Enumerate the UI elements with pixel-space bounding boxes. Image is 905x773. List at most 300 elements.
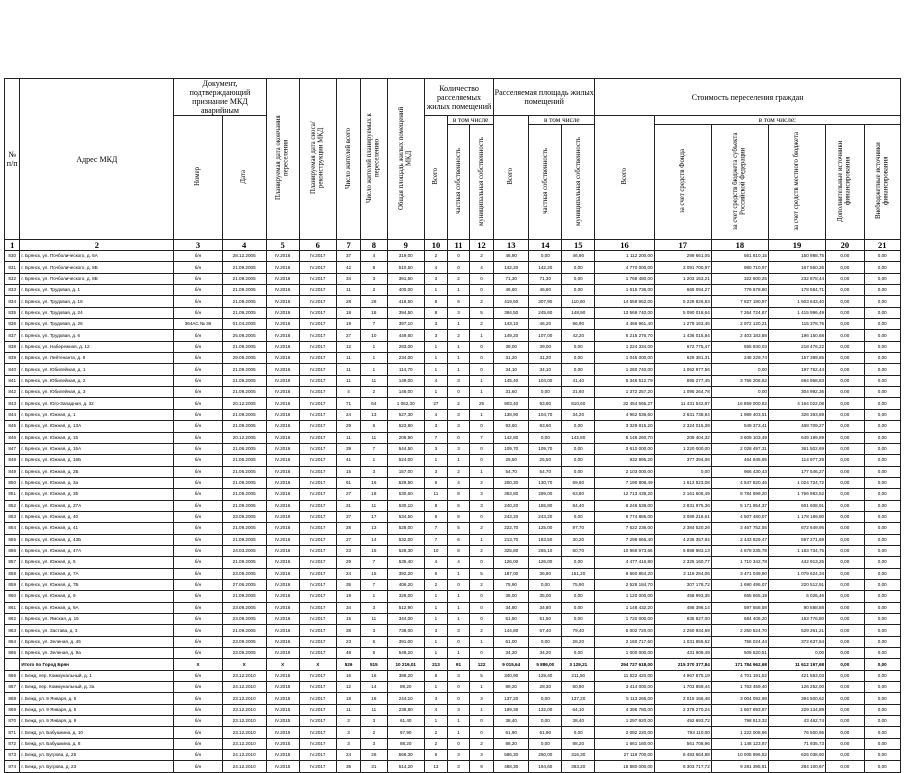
cell-area-all: 89,20 — [494, 682, 529, 693]
cell-cost-local: 372 637,64 — [768, 636, 825, 647]
cell-cost-all: 294 727 618,00 — [595, 659, 654, 670]
cell-pp: 858 — [5, 568, 20, 579]
cell-cost-additional: 0,00 — [826, 727, 864, 738]
col-doc-number: Номер — [174, 116, 222, 240]
cell-residents-planned: 31 — [361, 761, 387, 772]
cell-count-private: 3 — [447, 704, 469, 715]
cell-residents-planned: 515 — [361, 659, 387, 670]
cell-plan-end: IV.2016 — [266, 364, 299, 375]
cell-area-total: 391,50 — [387, 273, 424, 284]
cell-cost-additional: 0,00 — [826, 421, 864, 432]
cell-cost-all: 1 720 000,00 — [595, 614, 654, 625]
cell-plan-end: IV.2015 — [266, 682, 299, 693]
cell-area-total: 534,50 — [387, 511, 424, 522]
cell-cost-local: 601 608,91 — [768, 500, 825, 511]
cell-count-private: 3 — [447, 307, 469, 318]
cell-count-all: 1 — [424, 614, 447, 625]
cell-pp: 860 — [5, 591, 20, 602]
cell-area-private: 31,20 — [529, 353, 562, 364]
cell-cost-extrabudget: 0,00 — [864, 466, 900, 477]
cell-cost-all: 10 966 973,66 — [595, 545, 654, 556]
column-number: 14 — [529, 240, 562, 251]
cell-count-private: 1 — [447, 716, 469, 727]
cell-cost-regional: 655 665,19 — [711, 591, 768, 602]
cell-address: г. Брянск, ул. Лейтенанта, д. 8 — [20, 353, 174, 364]
cell-count-municipal: 5 — [469, 568, 493, 579]
cell-plan-demolition: IV.2017 — [299, 409, 336, 420]
cell-count-municipal: 0 — [469, 285, 493, 296]
cell-cost-regional: 4 507 480,07 — [711, 511, 768, 522]
cell-count-all: 3 — [424, 625, 447, 636]
cell-area-municipal: 60,90 — [562, 682, 595, 693]
cell-area-private: 39,00 — [529, 341, 562, 352]
cell-cost-additional: 0,00 — [826, 738, 864, 749]
cell-area-municipal: 0,00 — [562, 648, 595, 659]
cell-doc-number: б/н — [174, 262, 222, 273]
cell-count-municipal: 5 — [469, 307, 493, 318]
cell-pp: 856 — [5, 545, 20, 556]
cell-area-municipal: 0,00 — [562, 557, 595, 568]
cell-cost-fund: 561 708,96 — [654, 738, 711, 749]
cell-count-private: 6 — [447, 296, 469, 307]
cell-doc-date: 23.09.2005 — [222, 614, 266, 625]
cell-plan-end: IV.2016 — [266, 443, 299, 454]
cell-area-private: 107,00 — [529, 330, 562, 341]
cell-residents-total: 27 — [336, 534, 360, 545]
cell-area-total: 244,10 — [387, 693, 424, 704]
col-count-municipal: муниципальная собственность — [469, 125, 493, 240]
cell-area-all: 54,70 — [494, 466, 529, 477]
cell-area-total: 319,00 — [387, 251, 424, 262]
cell-area-all: 25,50 — [494, 455, 529, 466]
cell-cost-local: 326 393,89 — [768, 409, 825, 420]
cell-residents-planned: 8 — [361, 262, 387, 273]
cell-cost-local: 649 199,89 — [768, 432, 825, 443]
cell-cost-extrabudget: 0,00 — [864, 477, 900, 488]
cell-plan-end: IV.2016 — [266, 500, 299, 511]
cell-cost-additional: 0,00 — [826, 682, 864, 693]
col-count-incl: в том числе — [447, 116, 493, 125]
cell-residents-total: 526 — [336, 659, 360, 670]
col-cost-local: за счет средств местного бюджета — [768, 125, 825, 240]
table-row — [5, 636, 901, 647]
cell-cost-extrabudget: 0,00 — [864, 443, 900, 454]
cell-cost-regional: 16 859 000,82 — [711, 398, 768, 409]
cell-cost-local: 197 762,44 — [768, 364, 825, 375]
cell-address: г. Брянск, ул. Южная, д. 1 — [20, 409, 174, 420]
cell-plan-demolition: IV.2017 — [299, 421, 336, 432]
cell-doc-number: б/н — [174, 285, 222, 296]
cell-count-private: 3 — [447, 670, 469, 681]
cell-doc-number: б/н — [174, 727, 222, 738]
col-pp: № п/п — [5, 79, 20, 240]
cell-cost-regional: 561 810,15 — [711, 251, 768, 262]
cell-area-total: 530,60 — [387, 489, 424, 500]
table-row — [5, 682, 901, 693]
cell-cost-regional: 1 690 495,07 — [711, 579, 768, 590]
table-row — [5, 443, 901, 454]
cell-address: г. Брянск, ул. Юбилейная, д. 2 — [20, 375, 174, 386]
cell-cost-regional: 4 701 191,52 — [711, 670, 768, 681]
cell-count-municipal: 9 — [469, 761, 493, 772]
cell-count-private: 2 — [447, 273, 469, 284]
cell-area-municipal: 60,70 — [562, 545, 595, 556]
cell-doc-date: 21.09.2005 — [222, 409, 266, 420]
cell-address: г. Брянск, ул. Южная, д. 3а — [20, 477, 174, 488]
cell-pp: 839 — [5, 353, 20, 364]
cell-residents-total: 48 — [336, 648, 360, 659]
cell-cost-extrabudget: 0,00 — [864, 319, 900, 330]
cell-pp: 873 — [5, 750, 20, 761]
cell-cost-local: 43 462,74 — [768, 716, 825, 727]
cell-cost-local: 115 378,76 — [768, 319, 825, 330]
cell-address: г. Брянск, ул. Южная, д. 5 — [20, 557, 174, 568]
cell-doc-number: б/н — [174, 511, 222, 522]
cell-area-private: 54,70 — [529, 466, 562, 477]
cell-cost-local: 1 178 189,80 — [768, 511, 825, 522]
cell-cost-regional: 966 430,43 — [711, 466, 768, 477]
col-area-group: Расселяемая площадь жилых помещений — [494, 79, 595, 116]
cell-area-private: 307,90 — [529, 296, 562, 307]
cell-area-private: 0,00 — [529, 251, 562, 262]
cell-address: г. Брянск, ул. Трудовая, д. 24 — [20, 307, 174, 318]
cell-cost-extrabudget: 0,00 — [864, 251, 900, 262]
cell-cost-extrabudget: 0,00 — [864, 330, 900, 341]
cell-plan-end: IV.2016 — [266, 273, 299, 284]
cell-residents-total: 3 — [336, 716, 360, 727]
cell-area-private: 0,00 — [529, 432, 562, 443]
cell-cost-fund: 2 015 166,48 — [654, 693, 711, 704]
cell-cost-additional: 0,00 — [826, 750, 864, 761]
cell-count-private: 0 — [447, 636, 469, 647]
cell-plan-demolition: IV.2017 — [299, 296, 336, 307]
cell-count-all: 1 — [424, 341, 447, 352]
table-row — [5, 523, 901, 534]
cell-cost-regional: 4 678 235,78 — [711, 545, 768, 556]
cell-area-total: 524,00 — [387, 455, 424, 466]
cell-count-private: 1 — [447, 285, 469, 296]
table-row — [5, 432, 901, 443]
cell-residents-total: 41 — [336, 455, 360, 466]
cell-area-all: 46,90 — [494, 251, 529, 262]
column-number: 18 — [711, 240, 768, 251]
table-row — [5, 262, 901, 273]
cell-residents-planned: 11 — [361, 704, 387, 715]
cell-cost-regional: 5 171 954,37 — [711, 500, 768, 511]
cell-area-private: 93,80 — [529, 398, 562, 409]
table-row — [5, 500, 901, 511]
cell-cost-regional: 9 281 395,81 — [711, 761, 768, 772]
cell-cost-extrabudget: 0,00 — [864, 296, 900, 307]
cell-doc-date: Х — [222, 659, 266, 670]
cell-cost-local: 157 389,85 — [768, 353, 825, 364]
cell-cost-all: 11 522 420,00 — [595, 670, 654, 681]
cell-address: г. Бежд, ул. Бабушкина, д. 8 — [20, 738, 174, 749]
cell-cost-extrabudget: 0,00 — [864, 489, 900, 500]
cell-cost-all: 2 160 717,60 — [595, 636, 654, 647]
cell-plan-demolition: IV.2017 — [299, 750, 336, 761]
cell-address: г. Бежд, ул. 9 Января, д. 9 — [20, 716, 174, 727]
cell-plan-end: IV.2016 — [266, 330, 299, 341]
cell-plan-end: IV.2016 — [266, 625, 299, 636]
cell-cost-local: 229 134,89 — [768, 704, 825, 715]
cell-area-municipal: 0,00 — [562, 614, 595, 625]
cell-address: г. Брянск, ул. Юбилейная, д. 3 — [20, 387, 174, 398]
cell-area-municipal: 316,30 — [562, 750, 595, 761]
cell-address: г. Брянск, ул. Почболического, д. 6А — [20, 251, 174, 262]
cell-cost-extrabudget: 0,00 — [864, 455, 900, 466]
cell-count-all: 2 — [424, 727, 447, 738]
cell-cost-additional: 0,00 — [826, 455, 864, 466]
table-row — [5, 398, 901, 409]
cell-plan-end: IV.2016 — [266, 523, 299, 534]
cell-count-all: 8 — [424, 307, 447, 318]
cell-doc-date: 23.09.2005 — [222, 568, 266, 579]
cell-pp: 861 — [5, 602, 20, 613]
table-row — [5, 614, 901, 625]
cell-doc-number: б/н — [174, 579, 222, 590]
cell-pp: 874 — [5, 761, 20, 772]
cell-cost-fund: 1 279 163,45 — [654, 319, 711, 330]
cell-count-private: 2 — [447, 466, 469, 477]
cell-cost-fund: 2 161 606,49 — [654, 489, 711, 500]
cell-count-private: 3 — [447, 409, 469, 420]
cell-doc-date: 21.09.2005 — [222, 489, 266, 500]
cell-area-all: 71,30 — [494, 273, 529, 284]
cell-cost-regional: 4 547 820,46 — [711, 477, 768, 488]
cell-cost-fund: 492 693,72 — [654, 716, 711, 727]
col-cost-all: Всего — [595, 116, 654, 240]
cell-address: г. Брянск, ул. Южная, д. 37А — [20, 500, 174, 511]
column-number: 7 — [336, 240, 360, 251]
cell-doc-number: б/н — [174, 682, 222, 693]
cell-residents-planned: 2 — [361, 285, 387, 296]
cell-count-private: 0 — [447, 738, 469, 749]
col-residents-total: Число жителей всего — [336, 79, 360, 240]
cell-area-total: 418,50 — [387, 296, 424, 307]
cell-doc-date: 21.06.2005 — [222, 455, 266, 466]
cell-residents-planned: 11 — [361, 500, 387, 511]
cell-count-all: 1 — [424, 648, 447, 659]
cell-residents-planned: 1 — [361, 455, 387, 466]
table-row — [5, 421, 901, 432]
table-row — [5, 534, 901, 545]
cell-residents-total: 24 — [336, 409, 360, 420]
cell-pp: 863 — [5, 625, 20, 636]
cell-cost-all: 3 610 000,00 — [595, 443, 654, 454]
cell-area-municipal: 0,00 — [562, 511, 595, 522]
cell-cost-extrabudget: 0,00 — [864, 659, 900, 670]
cell-area-all: 38,40 — [494, 716, 529, 727]
cell-area-all: 138,90 — [494, 409, 529, 420]
cell-area-all: 34,80 — [494, 602, 529, 613]
cell-area-private: 34,80 — [529, 602, 562, 613]
cell-cost-regional: 3 756 206,62 — [711, 375, 768, 386]
cell-doc-date: 24.12.2010 — [222, 761, 266, 772]
column-number: 1 — [5, 240, 20, 251]
cell-doc-date: 28.12.2005 — [222, 251, 266, 262]
cell-area-municipal: 0,00 — [562, 353, 595, 364]
cell-plan-demolition: IV.2017 — [299, 341, 336, 352]
cell-count-all: 213 — [424, 659, 447, 670]
cell-cost-local: 672 649,95 — [768, 523, 825, 534]
cell-plan-demolition: IV.2017 — [299, 330, 336, 341]
cell-cost-fund: 11 431 542,87 — [654, 398, 711, 409]
cell-cost-all: 1 615 736,00 — [595, 285, 654, 296]
cell-doc-number: б/н — [174, 307, 222, 318]
cell-count-all: 8 — [424, 500, 447, 511]
cell-doc-date: 29.09.2005 — [222, 353, 266, 364]
cell-plan-demolition: IV.2017 — [299, 670, 336, 681]
cell-doc-number: б/н — [174, 545, 222, 556]
cell-residents-planned: 2 — [361, 727, 387, 738]
cell-area-total: 514,20 — [387, 761, 424, 772]
cell-count-municipal: 2 — [469, 319, 493, 330]
cell-area-total: 394,50 — [387, 307, 424, 318]
table-row — [5, 307, 901, 318]
cell-residents-planned: 15 — [361, 568, 387, 579]
cell-residents-planned: 11 — [361, 375, 387, 386]
cell-count-private: 0 — [447, 432, 469, 443]
cell-doc-number: 364АС № 36 — [174, 319, 222, 330]
cell-cost-local: 1 183 734,75 — [768, 545, 825, 556]
cell-cost-fund: 3 091 700,97 — [654, 262, 711, 273]
cell-address: г. Брянск, ул. Южная, д. 41 — [20, 523, 174, 534]
cell-plan-demolition: IV.2017 — [299, 477, 336, 488]
cell-cost-all: 1 120 000,00 — [595, 591, 654, 602]
table-row — [5, 319, 901, 330]
cell-cost-local: 4 164 022,08 — [768, 398, 825, 409]
column-number: 16 — [595, 240, 654, 251]
cell-plan-end: IV.2016 — [266, 421, 299, 432]
cell-area-private: 125,00 — [529, 523, 562, 534]
cell-cost-regional: 1 667 893,87 — [711, 704, 768, 715]
cell-cost-extrabudget: 0,00 — [864, 716, 900, 727]
cell-residents-total: 12 — [336, 682, 360, 693]
cell-area-municipal: 97,70 — [562, 523, 595, 534]
cell-doc-date: 01.04.2005 — [222, 319, 266, 330]
col-doc-date: Дата — [222, 116, 266, 240]
cell-area-municipal: 137,20 — [562, 693, 595, 704]
column-number: 3 — [174, 240, 222, 251]
cell-address: г. Брянск, ул. Почболического, д. 8Б — [20, 273, 174, 284]
cell-count-municipal: 2 — [469, 296, 493, 307]
cell-area-municipal: 211,50 — [562, 670, 595, 681]
cell-cost-fund: 2 379 270,24 — [654, 704, 711, 715]
cell-cost-fund: 377 394,06 — [654, 455, 711, 466]
cell-cost-regional: 3 609 103,49 — [711, 432, 768, 443]
cell-plan-end: IV.2015 — [266, 750, 299, 761]
cell-cost-all: 7 190 808,49 — [595, 477, 654, 488]
cell-residents-planned: 3 — [361, 273, 387, 284]
cell-count-all: 7 — [424, 523, 447, 534]
cell-cost-regional: 2 250 524,70 — [711, 625, 768, 636]
cell-area-all: 199,36 — [494, 704, 529, 715]
cell-cost-additional: 0,00 — [826, 636, 864, 647]
cell-doc-number: б/н — [174, 251, 222, 262]
table-row — [5, 511, 901, 522]
cell-area-total: 528,00 — [387, 523, 424, 534]
cell-area-municipal: 0,00 — [562, 443, 595, 454]
table-row — [5, 285, 901, 296]
cell-count-all: 1 — [424, 591, 447, 602]
cell-count-municipal: 0 — [469, 602, 493, 613]
cell-cost-fund: 665 094,27 — [654, 285, 711, 296]
cell-cost-additional: 0,00 — [826, 251, 864, 262]
cell-cost-regional: 171 784 962,68 — [711, 659, 768, 670]
cell-cost-regional: 1 222 008,96 — [711, 727, 768, 738]
cell-count-municipal: 3 — [469, 500, 493, 511]
cell-area-all: 143,10 — [494, 319, 529, 330]
cell-area-private: 126,00 — [529, 557, 562, 568]
cell-residents-planned: 5 — [361, 636, 387, 647]
cell-area-total: 391,00 — [387, 636, 424, 647]
cell-cost-local: 1 415 996,49 — [768, 307, 825, 318]
cell-residents-total: 16 — [336, 670, 360, 681]
col-cost-extrabudget: Внебюджетные источники финансирования — [864, 125, 900, 240]
cell-cost-regional: 8 784 699,20 — [711, 489, 768, 500]
cell-count-all: 8 — [424, 296, 447, 307]
cell-plan-demolition: IV.2017 — [299, 251, 336, 262]
cell-residents-planned: 11 — [361, 432, 387, 443]
cell-doc-number: б/н — [174, 738, 222, 749]
cell-area-all: 903,40 — [494, 398, 529, 409]
cell-area-municipal: 75,90 — [562, 579, 595, 590]
cell-area-all: 243,20 — [494, 511, 529, 522]
cell-cost-all: 3 329 815,20 — [595, 421, 654, 432]
cell-doc-date: 21.09.2005 — [222, 296, 266, 307]
cell-area-private: 265,10 — [529, 545, 562, 556]
cell-doc-number: б/н — [174, 636, 222, 647]
cell-cost-all: 14 559 952,00 — [595, 296, 654, 307]
cell-cost-regional: 3 471 049,90 — [711, 568, 768, 579]
cell-area-all: 142,80 — [494, 432, 529, 443]
cell-plan-end: IV.2015 — [266, 693, 299, 704]
cell-count-all: 3 — [424, 319, 447, 330]
cell-area-private: 299,00 — [529, 489, 562, 500]
cell-address: г. Брянск, ул. Ямская, д. 15 — [20, 614, 174, 625]
cell-cost-additional: 0,00 — [826, 330, 864, 341]
cell-count-municipal: 1 — [469, 330, 493, 341]
cell-area-private: 132,00 — [529, 704, 562, 715]
col-area-all: Всего — [494, 116, 529, 240]
column-number: 13 — [494, 240, 529, 251]
cell-cost-extrabudget: 0,00 — [864, 693, 900, 704]
cell-area-total: 61,40 — [387, 716, 424, 727]
cell-cost-local: 442 913,25 — [768, 557, 825, 568]
cell-count-municipal: 1 — [469, 375, 493, 386]
cell-doc-number: б/н — [174, 421, 222, 432]
cell-count-all: 3 — [424, 273, 447, 284]
cell-doc-date: 23.09.2005 — [222, 636, 266, 647]
cell-pp — [5, 659, 20, 670]
cell-area-all: 46,60 — [494, 285, 529, 296]
cell-cost-regional: 1 763 459,40 — [711, 682, 768, 693]
cell-doc-date: 21.09.2005 — [222, 557, 266, 568]
cell-cost-all: 1 661 160,00 — [595, 738, 654, 749]
col-count-all: Всего — [424, 116, 447, 240]
cell-cost-extrabudget: 0,00 — [864, 511, 900, 522]
cell-cost-local: 76 500,95 — [768, 727, 825, 738]
cell-doc-number: б/н — [174, 614, 222, 625]
cell-area-total: 114,70 — [387, 364, 424, 375]
cell-residents-total: 18 — [336, 307, 360, 318]
cell-doc-date: 21.09.2005 — [222, 262, 266, 273]
cell-address: г. Брянск, ул. Зеленая, д. 9а — [20, 648, 174, 659]
cell-cost-fund: 629 381,31 — [654, 353, 711, 364]
cell-cost-local: 394 500,62 — [768, 693, 825, 704]
cell-area-total: 738,00 — [387, 625, 424, 636]
